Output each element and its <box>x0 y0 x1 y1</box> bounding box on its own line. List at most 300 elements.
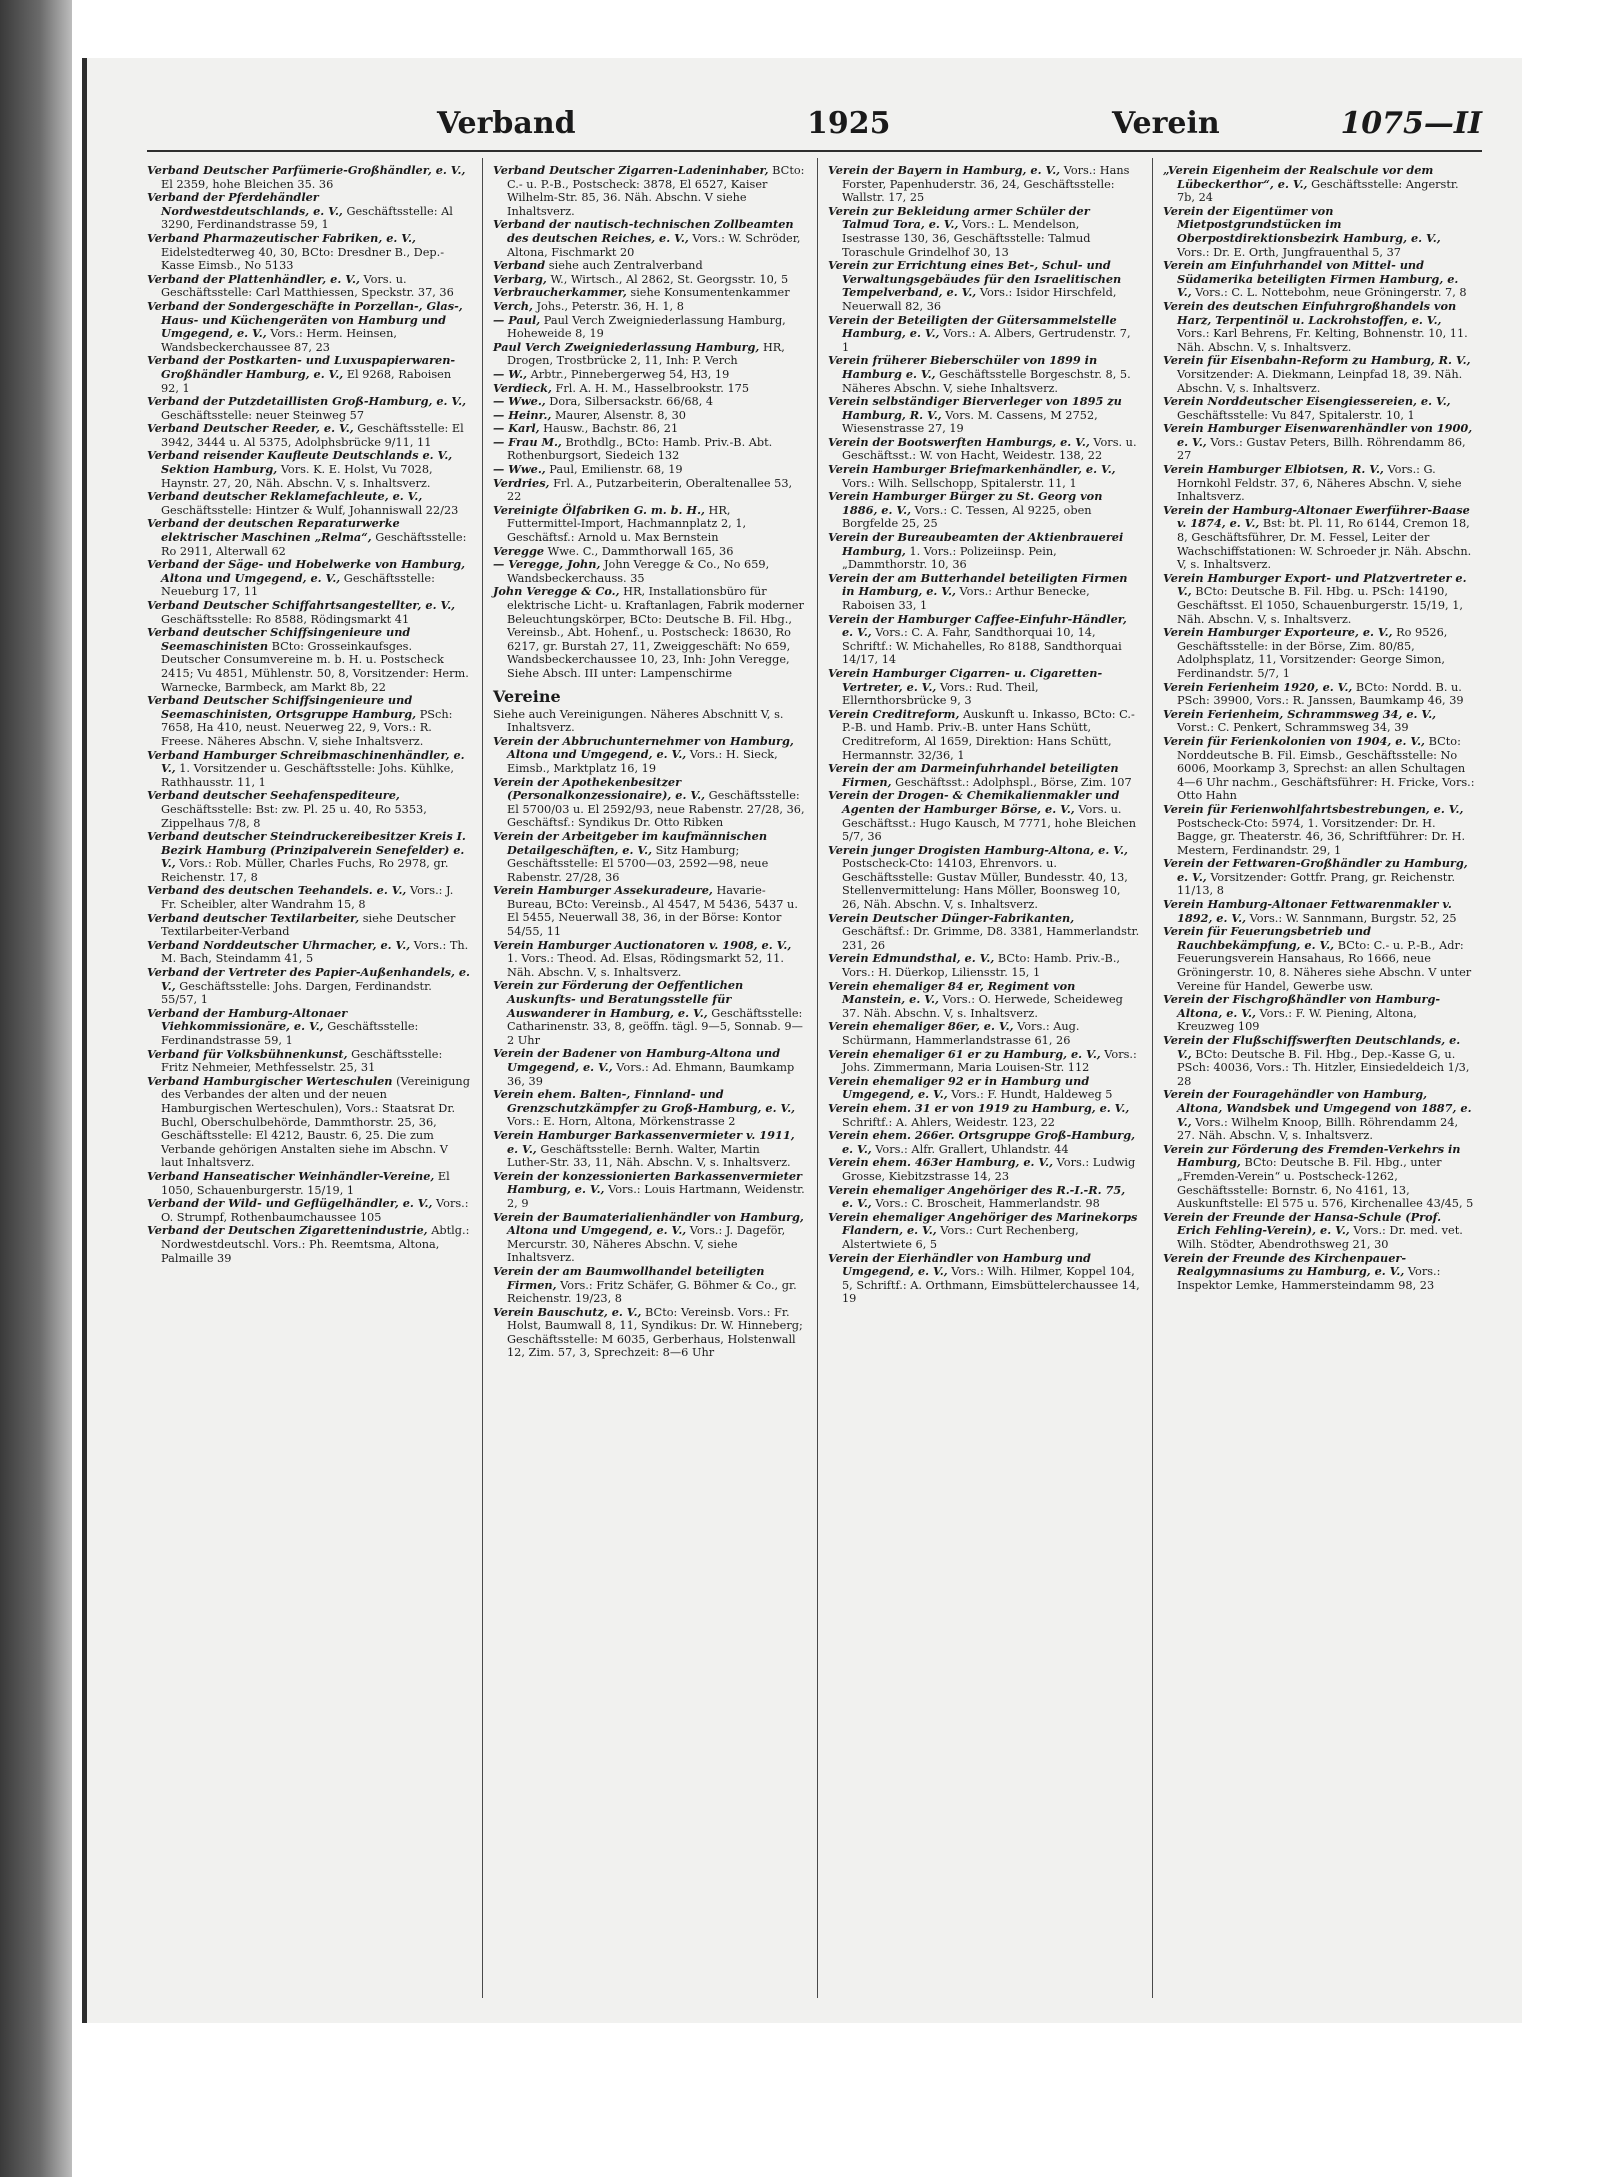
directory-entry <box>1163 422 1475 463</box>
entry-detail: Havarie-Bureau, BCto: Vereinsb., Al 4547, M 5436, 5437 u. El 5455, Neuerwall 38, 36, in der Börse: Kontor 54/55, 11 <box>507 884 798 939</box>
entry-detail: Vors.: F. W. Piening, Altona, Kreuzweg 109 <box>1177 1006 1417 1034</box>
entry-detail: Vors.: Louis Hartmann, Weidenstr. 2, 9 <box>507 1183 805 1210</box>
entry-detail: Vorsitzender: A. Diekmann, Leinpfad 18, 39. Näh. Abschn. V, s. Inhaltsverz. <box>1177 367 1463 395</box>
directory-entry <box>828 1129 1140 1156</box>
directory-entry <box>1163 463 1475 504</box>
entry-name: Verband der Hamburg-Altonaer Viehkommissionäre, e. V., <box>147 1005 348 1034</box>
entry-name: — Heinr., <box>493 407 552 422</box>
entry-detail: Vors.: Dr. med. vet. Wilh. Stödter, Abendrothsweg 21, 30 <box>1177 1224 1463 1251</box>
directory-entry <box>147 232 470 273</box>
entry-name: Verband deutscher Textilarbeiter, <box>147 910 360 925</box>
directory-entry <box>828 314 1140 355</box>
entry-detail: HR, Futtermittel-Import, Hachmannplatz 2, 1, Geschäftsf.: Arnold u. Max Bernstein <box>507 503 747 545</box>
entry-name: Verband Hamburger Schreibmaschinenhändler, e. V., <box>147 747 465 776</box>
entry-detail: Vors.: Wilh. Hilmer, Koppel 104, 5, Schriftf.: A. Orthmann, Eimsbüttelerchaussee 14, 19 <box>842 1265 1140 1306</box>
entry-name: Verein Hamburger Cigarren- u. Cigaretten-Vertreter, e. V., <box>828 665 1103 694</box>
directory-entry <box>828 613 1140 667</box>
entry-detail: siehe auch Zentralverband <box>548 259 703 273</box>
directory-entry <box>147 273 470 300</box>
entry-detail: El 9268, Raboisen 92, 1 <box>161 367 452 395</box>
entry-name: — Karl, <box>493 421 540 436</box>
directory-entry <box>493 273 805 287</box>
directory-entry <box>493 218 805 259</box>
directory-entry <box>147 422 470 449</box>
entry-name: — Wwe., <box>493 462 546 477</box>
entry-name: Verein der Fettwaren-Großhändler zu Hamburg, e. V., <box>1163 856 1468 884</box>
entry-name: Vereinigte Ölfabriken G. m. b. H., <box>493 502 705 517</box>
entry-detail: El 2359, hohe Bleichen 35. 36 <box>161 177 334 191</box>
directory-entry <box>828 980 1140 1021</box>
entry-detail: Vors.: Ad. Ehmann, Baumkamp 36, 39 <box>507 1061 795 1088</box>
directory-entry <box>493 708 805 735</box>
entry-detail: Eidelstedterweg 40, 30, BCto: Dresdner B., Dep.-Kasse Eimsb., No 5133 <box>161 245 445 273</box>
directory-entry <box>828 1020 1140 1047</box>
directory-entry <box>493 1170 805 1211</box>
entry-name: Verein Edmundsthal, e. V., <box>828 951 995 966</box>
entry-name: Verein ehemaliger Angehöriger des Marinekorps Flandern, e. V., <box>828 1209 1138 1238</box>
entry-name: Verein der Bootswerften Hamburgs, e. V., <box>828 434 1090 449</box>
entry-name: Verdries, <box>493 475 550 490</box>
entry-name: Verein Creditreform, <box>828 706 960 721</box>
entry-detail: Vors.: Isidor Hirschfeld, Neuerwall 82, 36 <box>842 286 1117 313</box>
entry-detail: Vors.: O. Herwede, Scheideweg 37. Näh. Abschn. V, s. Inhaltsverz. <box>842 993 1123 1020</box>
entry-name: Verein Hamburger Exporteure, e. V., <box>1163 625 1393 640</box>
entry-detail: Vors.: Fritz Schäfer, G. Böhmer & Co., gr. Reichenstr. 19/23, 8 <box>507 1278 797 1306</box>
directory-entry <box>1163 803 1475 857</box>
directory-entry <box>493 1211 805 1265</box>
entry-detail: Vors.: Rob. Müller, Charles Fuchs, Ro 2978, gr. Reichenstr. 17, 8 <box>161 857 449 884</box>
entry-name: Veregge <box>493 543 545 558</box>
directory-entry <box>1163 1034 1475 1088</box>
directory-entry <box>828 259 1140 313</box>
entry-detail: Postscheck-Cto: 5974, 1. Vorsitzender: Dr. H. Bagge, gr. Theaterstr. 46, 36, Schriftführer: Dr. H. Mestern, Ferdinandstr. 29, 1 <box>1177 816 1466 857</box>
directory-entry <box>828 762 1140 789</box>
entry-name: Verband <box>493 258 546 273</box>
directory-page <box>82 58 1522 2023</box>
entry-detail: W., Wirtsch., Al 2862, St. Georgsstr. 10, 5 <box>550 272 789 286</box>
entry-detail: Geschäftsstelle: Catharinenstr. 33, 8, geöffn. tägl. 9—5, Sonnab. 9—2 Uhr <box>507 1006 803 1047</box>
directory-entry <box>1163 1211 1475 1252</box>
entry-detail: Wwe. C., Dammthorwall 165, 36 <box>547 544 734 558</box>
entry-detail: Vors.: Herm. Heinsen, Wandsbeckerchaussee 87, 23 <box>161 327 397 354</box>
entry-detail: Geschäftsstelle: Angerstr. 7b, 24 <box>1177 177 1459 205</box>
directory-entry <box>493 422 805 436</box>
entry-name: — Veregge, John, <box>493 557 601 572</box>
entry-detail: Vors.: Wilh. Sellschopp, Spitalerstr. 11, 1 <box>842 476 1077 490</box>
directory-column-4 <box>1152 158 1487 1998</box>
entry-name: Verein Hamburg-Altonaer Fettwarenmakler v. 1892, e. V., <box>1163 897 1452 925</box>
entry-detail: Geschäftsstelle: Bernh. Walter, Martin Luther-Str. 33, 11, Näh. Abschn. V, s. Inhaltsverz. <box>507 1142 791 1170</box>
directory-entry <box>828 490 1140 531</box>
entry-detail: El 1050, Schauenburgerstr. 15/19, 1 <box>161 1169 450 1197</box>
directory-entry <box>147 939 470 966</box>
entry-name: Verband der Deutschen Zigarettenindustrie, <box>147 1223 428 1238</box>
entry-name: Verein der am Butterhandel beteiligten Firmen in Hamburg, e. V., <box>828 570 1128 599</box>
entry-name: Verein Hamburger Auctionatoren v. 1908, e. V., <box>493 937 792 952</box>
directory-entry <box>1163 1088 1475 1142</box>
directory-entry <box>493 558 805 585</box>
entry-name: Verein der Hamburg-Altonaer Ewerführer-Baase v. 1874, e. V., <box>1163 502 1470 531</box>
entry-name: Verein ehemaliger Angehöriger des R.-I.-R. 75, e. V., <box>828 1182 1126 1211</box>
directory-entry <box>828 436 1140 463</box>
directory-entry <box>147 517 470 558</box>
entry-name: Verein ehemaliger 61 er zu Hamburg, e. V., <box>828 1046 1101 1061</box>
directory-entry <box>1163 259 1475 300</box>
entry-detail: Vorsitzender: Gottfr. Prang, gr. Reichenstr. 11/13, 8 <box>1177 870 1456 898</box>
entry-name: Verein früherer Bieberschüler von 1899 in Hamburg e. V., <box>828 353 1098 381</box>
directory-entry <box>1163 164 1475 205</box>
directory-entry <box>493 382 805 396</box>
directory-entry <box>493 463 805 477</box>
entry-name: Verein zur Bekleidung armer Schüler der Talmud Tora, e. V., <box>828 203 1090 232</box>
directory-entry <box>493 1265 805 1306</box>
entry-detail: Geschäftsstelle: Ro 2911, Alterwall 62 <box>161 531 467 558</box>
directory-entry <box>828 952 1140 979</box>
entry-name: Verein der Eierhändler von Hamburg und Umgegend, e. V., <box>828 1250 1091 1279</box>
entry-detail: Dora, Silbersackstr. 66/68, 4 <box>549 395 714 409</box>
entry-name: Verband der Putzdetaillisten Groß-Hamburg, e. V., <box>147 394 467 409</box>
entry-detail: Vors.: J. Dageför, Mercurstr. 30, Näheres Abschn. V, siehe Inhaltsverz. <box>507 1224 786 1265</box>
directory-entry <box>1163 708 1475 735</box>
header-rule <box>147 150 1482 152</box>
directory-entry <box>493 776 805 830</box>
directory-entry <box>1163 395 1475 422</box>
directory-entry <box>147 830 470 884</box>
entry-detail: Geschäftsstelle: Ro 8588, Rödingsmarkt 41 <box>161 612 410 626</box>
directory-column-2 <box>482 158 817 1998</box>
directory-entry <box>493 1088 805 1129</box>
entry-detail: Arbtr., Pinnebergerweg 54, H3, 19 <box>530 367 730 381</box>
entry-name: Verein zur Förderung der Oeffentlichen Auskunfts- und Beratungsstelle für Auswanderer in Hamburg, e. V., <box>493 978 744 1020</box>
entry-name: Verband Norddeutscher Uhrmacher, e. V., <box>147 937 411 952</box>
directory-entry <box>147 449 470 490</box>
directory-entry <box>828 395 1140 436</box>
entry-name: Verein Hamburger Eisenwarenhändler von 1900, e. V., <box>1163 421 1473 449</box>
directory-entry <box>1163 205 1475 259</box>
entry-detail: Geschäftsf.: Dr. Grimme, D8. 3381, Hammerlandstr. 231, 26 <box>842 925 1140 952</box>
entry-detail: BCto: Hamb. Priv.-B., Vors.: H. Düerkop, Liliensstr. 15, 1 <box>842 952 1121 980</box>
directory-entry <box>1163 681 1475 708</box>
entry-detail: Vors.: W. Schröder, Altona, Fischmarkt 20 <box>507 231 801 259</box>
entry-name: Verband der Plattenhändler, e. V., <box>147 271 360 286</box>
directory-entry <box>828 1211 1140 1252</box>
entry-name: Verbraucherkammer, <box>493 285 627 300</box>
entry-name: Verband der Vertreter des Papier-Außenhandels, e. V., <box>147 965 470 993</box>
entry-name: Verband der Wild- und Geflügelhändler, e. V., <box>147 1196 433 1211</box>
entry-detail: Vors.: Karl Behrens, Fr. Kelting, Bohnenstr. 10, 11. Näh. Abschn. V, s. Inhaltsverz. <box>1177 327 1468 354</box>
directory-entry <box>147 1048 470 1075</box>
section-heading: Vereine <box>493 686 561 706</box>
entry-name: Verein Deutscher Dünger-Fabrikanten, <box>828 910 1075 925</box>
entry-name: Verband deutscher Reklamefachleute, e. V., <box>147 489 423 504</box>
entry-detail: Maurer, Alsenstr. 8, 30 <box>554 408 686 422</box>
directory-entry <box>1163 354 1475 395</box>
entry-name: Verein selbständiger Bierverleger von 1895 zu Hamburg, R. V., <box>828 394 1122 422</box>
entry-detail: BCto: Deutsche B. Fil. Hbg., unter „Fremden-Verein“ u. Postscheck-1262, Geschäftsstelle: Bornstr. 6, No 4161, 13, Auskunftstelle: El 575 u. 576, Kirchenallee 43/45, 5 <box>1177 1156 1474 1211</box>
entry-name: Verein der Bureaubeamten der Aktienbrauerei Hamburg, <box>828 530 1124 558</box>
directory-entry <box>828 354 1140 395</box>
directory-entry <box>147 1197 470 1224</box>
directory-entry <box>493 300 805 314</box>
directory-entry <box>1163 300 1475 354</box>
entry-detail: Vors.: Rud. Theil, Ellernthorsbrücke 9, 3 <box>842 680 1039 708</box>
entry-detail: Vors.: Th. M. Bach, Steindamm 41, 5 <box>161 938 469 966</box>
directory-entry <box>493 395 805 409</box>
entry-detail: siehe Konsumentenkammer <box>630 286 790 300</box>
directory-entry <box>493 504 805 545</box>
directory-entry <box>147 789 470 830</box>
entry-name: Verein der konzessionierten Barkassenvermieter Hamburg, e. V., <box>493 1168 802 1197</box>
entry-detail: Vors. K. E. Holst, Vu 7028, Haynstr. 27, 20, Näh. Abschn. V, s. Inhaltsverz. <box>161 463 433 490</box>
entry-name: Verein der Baumaterialienhändler von Hamburg, Altona und Umgegend, e. V., <box>493 1209 804 1238</box>
entry-detail: Vors.: Dr. E. Orth, Jungfrauenthal 5, 37 <box>1177 245 1401 259</box>
entry-name: Verein der Freunde der Hansa-Schule (Prof. Erich Fehling-Verein), e. V., <box>1163 1209 1442 1238</box>
directory-entry <box>493 259 805 273</box>
entry-detail: BCto: Deutsche B. Fil. Hbg., Dep.-Kasse G, u. PSch: 40036, Vors.: Th. Hitzler, Einsiedeldeich 1/3, 28 <box>1177 1047 1470 1088</box>
directory-entry <box>147 300 470 354</box>
directory-entry <box>828 1156 1140 1183</box>
directory-entry <box>828 164 1140 205</box>
entry-name: Verein der am Baumwollhandel beteiligten Firmen, <box>493 1263 765 1292</box>
directory-entry <box>493 1306 805 1360</box>
entry-detail: John Veregge & Co., No 659, Wandsbeckerchauss. 35 <box>507 558 770 585</box>
directory-entry <box>1163 925 1475 993</box>
book-binding-edge <box>0 0 72 2177</box>
entry-detail: Vors.: C. Broscheit, Hammerlandstr. 98 <box>875 1197 1100 1211</box>
entry-name: Verein Norddeutscher Eisengiessereien, e. V., <box>1163 394 1451 409</box>
page-number: 1075—II <box>1340 106 1482 141</box>
directory-columns <box>147 158 1487 1998</box>
directory-entry <box>493 830 805 884</box>
directory-entry <box>828 1048 1140 1075</box>
entry-name: Verein der Badener von Hamburg-Altona und Umgegend, e. V., <box>493 1046 781 1074</box>
directory-entry <box>828 1184 1140 1211</box>
entry-detail: Vors.: Curt Rechenberg, Alstertwiete 6, 5 <box>842 1224 1079 1251</box>
entry-detail: BCto: C.- u. P.-B., Postscheck: 3878, El 6527, Kaiser Wilhelm-Str. 85, 36. Näh. Abschn. V siehe Inhaltsverz. <box>507 164 805 218</box>
running-head-left: Verband <box>437 106 576 141</box>
entry-name: Verein Hamburger Briefmarkenhändler, e. V., <box>828 462 1116 477</box>
entry-name: Verein für Ferienkolonien von 1904, e. V., <box>1163 733 1425 748</box>
entry-name: Verband der Säge- und Hobelwerke von Hamburg, Altona und Umgegend, e. V., <box>147 557 466 585</box>
entry-name: Verband Hanseatischer Weinhändler-Vereine, <box>147 1168 435 1183</box>
directory-entry <box>147 1007 470 1048</box>
directory-entry <box>493 939 805 980</box>
entry-name: Verein Hamburger Export- und Platzvertreter e. V., <box>1163 570 1467 599</box>
entry-detail: Hausw., Bachstr. 86, 21 <box>543 422 679 436</box>
entry-name: „Verein Eigenheim der Realschule vor dem Lübeckerthor“, e. V., <box>1163 163 1434 191</box>
directory-column-1 <box>147 158 482 1998</box>
entry-name: Verband Deutscher Schiffahrtsangestellter, e. V., <box>147 598 456 612</box>
entry-detail: Vors.: Johs. Zimmermann, Maria Louisen-Str. 112 <box>842 1047 1137 1075</box>
entry-detail: Vors.: Wilhelm Knoop, Billh. Röhrendamm 24, 27. Näh. Abschn. V, s. Inhaltsverz. <box>1177 1115 1459 1143</box>
entry-detail: Vors.: G. Hornkohl Feldstr. 37, 6, Näheres Abschn. V, siehe Inhaltsverz. <box>1177 463 1462 504</box>
entry-name: Verband der nautisch-technischen Zollbeamten des deutschen Reiches, e. V., <box>493 217 794 245</box>
directory-entry <box>493 545 805 559</box>
directory-entry <box>147 395 470 422</box>
entry-name: Verein der am Darmeinfuhrhandel beteiligten Firmen, <box>828 761 1119 789</box>
entry-name: Verein der Arbeitgeber im kaufmännischen Detailgeschäften, e. V., <box>493 828 768 857</box>
entry-name: Verein ehem. Balten-, Finnland- und Grenzschutzkämpfer zu Groß-Hamburg, e. V., <box>493 1087 796 1115</box>
entry-name: Verein des deutschen Einfuhrgroßhandels von Harz, Terpentinöl u. Lackrohstoffen, e. V., <box>1163 298 1457 327</box>
entry-detail: Johs., Peterstr. 36, H. 1, 8 <box>536 299 684 313</box>
entry-name: Verband der Pferdehändler Nordwestdeutschlands, e. V., <box>147 190 343 218</box>
entry-name: Verein ehemaliger 84 er, Regiment von Manstein, e. V., <box>828 978 1076 1007</box>
entry-detail: Geschäftsst.: Adolphspl., Börse, Zim. 107 <box>895 775 1132 789</box>
directory-entry <box>493 409 805 423</box>
entry-name: Verband deutscher Steindruckereibesitzer Kreis I. Bezirk Hamburg (Prinzipalverein Senefelder) e. V., <box>147 829 466 871</box>
entry-detail: Vors.: O. Strumpf, Rothenbaumchaussee 105 <box>161 1197 469 1224</box>
entry-detail: Geschäftsstelle: Vu 847, Spitalerstr. 10, 1 <box>1177 408 1415 422</box>
directory-entry <box>493 477 805 504</box>
entry-detail: HR, Installationsbüro für elektrische Licht- u. Kraftanlagen, Fabrik moderner Beleuchtungskörper, BCto: Deutsche B. Fil. Hbg., Vereinsb., Abt. Hohenf., u. Postscheck: 18630, Ro 6217, gr. Burstah 27, 11, Zweiggeschäft: No 659, Wandsbeckerchaussee 10, 23, Inh: John Veregge, Siehe Absch. III unter: Lampenschirme <box>507 585 804 680</box>
entry-detail: 1. Vors.: Theod. Ad. Elsas, Rödingsmarkt 52, 11. Näh. Abschn. V, s. Inhaltsverz. <box>507 952 784 979</box>
directory-entry <box>493 585 805 680</box>
entry-detail: BCto: Grosseinkaufsges. Deutscher Consumvereine m. b. H. u. Postscheck 2415; Vu 4851, Mühlenstr. 50, 8, Vorsitzender: Herm. Warnecke, Barmbeck, am Markt 8b, 22 <box>161 639 469 694</box>
entry-detail: Ro 9526, Geschäftsstelle: in der Börse, Zim. 80/85, Adolphsplatz, 11, Vorsitzender: George Simon, Ferdinandstr. 5/7, 1 <box>1177 626 1448 680</box>
directory-entry <box>828 205 1140 259</box>
directory-entry <box>493 286 805 300</box>
entry-name: Verein ehem. 31 er von 1919 zu Hamburg, e. V., <box>828 1100 1130 1115</box>
directory-entry <box>147 599 470 626</box>
entry-name: Verdieck, <box>493 380 552 395</box>
entry-detail: Frl. A., Putzarbeiterin, Oberaltenallee 53, 22 <box>507 476 793 504</box>
directory-entry <box>493 436 805 463</box>
entry-name: Verein Hamburger Bürger zu St. Georg von 1886, e. V., <box>828 489 1103 517</box>
directory-entry <box>1163 626 1475 680</box>
directory-entry <box>828 1102 1140 1129</box>
directory-entry <box>493 735 805 776</box>
directory-entry <box>493 979 805 1047</box>
entry-name: Verein zur Förderung des Fremden-Verkehrs in Hamburg, <box>1163 1141 1461 1170</box>
directory-entry <box>828 463 1140 490</box>
entry-detail: Vors.: E. Horn, Altona, Mörkenstrasse 2 <box>507 1115 736 1129</box>
entry-detail: Geschäftsstelle: neuer Steinweg 57 <box>161 408 365 422</box>
directory-entry <box>147 694 470 748</box>
entry-name: Verband der Sondergeschäfte in Porzellan-, Glas-, Haus- und Küchengeräten von Hamburg und Umgegend, e. V., <box>147 298 463 341</box>
entry-detail: Vors.: L. Mendelson, Isestrasse 130, 36, Geschäftsstelle: Talmud Toraschule Grindelhof 30, 13 <box>842 218 1091 259</box>
directory-entry <box>828 708 1140 762</box>
entry-name: John Veregge & Co., <box>493 584 620 599</box>
directory-entry <box>828 1252 1140 1306</box>
entry-name: Verein ehem. 463er Hamburg, e. V., <box>828 1155 1054 1170</box>
entry-name: Verein Hamburger Assekuradeure, <box>493 883 713 898</box>
entry-detail: Geschäftsstelle: Ferdinandstrasse 59, 1 <box>161 1020 419 1047</box>
entry-name: Verein junger Drogisten Hamburg-Altona, e. V., <box>828 842 1128 857</box>
directory-entry <box>828 1075 1140 1102</box>
entry-detail: siehe Deutscher Textilarbeiter-Verband <box>161 911 456 939</box>
entry-name: Verein der Abbruchunternehmer von Hamburg, Altona und Umgegend, e. V., <box>493 733 794 762</box>
running-head-right: Verein <box>1112 106 1220 141</box>
entry-detail: Vors.: F. Hundt, Haldeweg 5 <box>951 1088 1113 1102</box>
entry-name: Verband deutscher Schiffsingenieure und Seemaschinisten <box>147 625 411 653</box>
entry-detail: Geschäftsstelle: Johs. Dargen, Ferdinandstr. 55/57, 1 <box>161 979 432 1007</box>
entry-name: Verband Hamburgischer Werteschulen <box>147 1073 393 1088</box>
entry-detail: Vors.: C. L. Nottebohm, neue Gröningerstr. 7, 8 <box>1195 286 1467 300</box>
directory-entry <box>1163 504 1475 572</box>
entry-name: Verband Deutscher Schiffsingenieure und Seemaschinisten, Ortsgruppe Hamburg, <box>147 693 417 721</box>
entry-detail: Geschäftsstelle: Bst: zw. Pl. 25 u. 40, Ro 5353, Zippelhaus 7/8, 8 <box>161 802 427 830</box>
entry-detail: Bst: bt. Pl. 11, Ro 6144, Cremon 18, 8, Geschäftsführer, Dr. M. Fessel, Leiter der Wachschiffstationen: W. Schroeder jr. Näh. Abschn. V, s. Inhaltsverz. <box>1177 517 1472 572</box>
entry-name: Verein Hamburger Barkassenvermieter v. 1911, e. V., <box>493 1127 795 1156</box>
entry-name: Verband deutscher Seehafenspediteure, <box>147 788 400 803</box>
directory-entry <box>493 314 805 341</box>
entry-detail: Auskunft u. Inkasso, BCto: C.-P.-B. und Hamb. Priv.-B. unter Hans Schütt, Creditreform, Al 1659, Direktion: Hans Schütt, Hermannstr. 32/36, 1 <box>842 707 1135 762</box>
entry-detail: Vors.: W. Sannmann, Burgstr. 52, 25 <box>1249 911 1457 925</box>
entry-detail: Geschäftsstelle: Neueburg 17, 11 <box>161 571 435 599</box>
entry-name: Verband Pharmazeutischer Fabriken, e. V., <box>147 230 416 245</box>
entry-detail: Vors. u. Geschäftsstelle: Carl Matthiessen, Speckstr. 37, 36 <box>161 272 454 300</box>
entry-detail: Vors.: Ludwig Grosse, Kiebitzstrasse 14, 23 <box>842 1156 1136 1183</box>
entry-detail: HR, Drogen, Trostbrücke 2, 11, Inh: P. Verch <box>507 340 785 368</box>
directory-entry <box>1163 898 1475 925</box>
directory-entry <box>493 1129 805 1170</box>
directory-entry <box>828 572 1140 613</box>
entry-detail: Paul, Emilienstr. 68, 19 <box>549 463 683 477</box>
entry-detail: BCto: Nordd. B. u. PSch: 39900, Vors.: R. Janssen, Baumkamp 46, 39 <box>1177 680 1464 708</box>
entry-name: Verein der Fischgroßhändler von Hamburg-Altona, e. V., <box>1163 992 1441 1020</box>
entry-detail: Geschäftsstelle: Al 3290, Ferdinandstrasse 59, 1 <box>161 204 453 232</box>
entry-detail: Vors.: A. Albers, Gertrudenstr. 7, 1 <box>842 327 1131 354</box>
directory-column-3 <box>817 158 1152 1998</box>
entry-name: Verband der Postkarten- und Luxuspapierwaren-Großhändler Hamburg, e. V., <box>147 353 456 381</box>
entry-detail: Vors.: J. Fr. Scheibler, alter Wandrahm 15, 8 <box>161 884 454 912</box>
directory-entry <box>1163 572 1475 626</box>
directory-entry <box>1163 993 1475 1034</box>
directory-entry <box>147 966 470 1007</box>
directory-entry <box>493 1047 805 1088</box>
entry-name: Paul Verch Zweigniederlassung Hamburg, <box>493 339 760 354</box>
entry-name: — W., <box>493 366 528 381</box>
directory-entry <box>147 749 470 790</box>
directory-entry <box>493 164 805 218</box>
entry-name: Verein der Hamburger Caffee-Einfuhr-Händler, e. V., <box>828 611 1127 640</box>
entry-name: Verein Ferienheim 1920, e. V., <box>1163 679 1353 694</box>
entry-detail: Vors. u. Geschäftsst.: Hugo Kausch, M 7771, hohe Bleichen 5/7, 36 <box>842 802 1136 844</box>
entry-detail: BCto: Vereinsb. Vors.: Fr. Holst, Baumwall 8, 11, Syndikus: Dr. W. Hinneberg; Geschäftsstelle: M 6035, Gerberhaus, Holstenwall 12, Zim. 57, 3, Sprechzeit: 8—6 Uhr <box>507 1305 803 1360</box>
entry-name: Verein Ferienheim, Schrammsweg 34, e. V., <box>1163 706 1437 721</box>
entry-detail: Abtlg.: Nordwestdeutschl. Vors.: Ph. Reemtsma, Altona, Palmaille 39 <box>161 1224 470 1265</box>
entry-name: Verch, <box>493 298 533 313</box>
directory-entry <box>147 912 470 939</box>
entry-detail: (Vereinigung des Verbandes der alten und der neuen Hamburgischen Werteschulen), Vors.: Staatsrat Dr. Buchl, Oberschulbehörde, Dammthorstr. 25, 36, Geschäftsstelle: El 4212, Baustr. 6, 25. Die zum Verbande gehörigen Anstalten siehe im Abschn. V laut Inhaltsverz. <box>161 1074 470 1170</box>
running-head-year: 1925 <box>807 106 891 141</box>
entry-name: Verein der Eigentümer von Mietpostgrundstücken im Oberpostdirektionsbezirk Hamburg, e. V., <box>1163 203 1441 245</box>
entry-name: — Wwe., <box>493 394 546 409</box>
entry-name: Verein für Feuerungsbetrieb und Rauchbekämpfung, e. V., <box>1163 924 1371 952</box>
entry-detail: Vors.: C. A. Fahr, Sandthorquai 10, 14, Schriftf.: W. Michahelles, Ro 8188, Sandthorquai 14/17, 14 <box>842 626 1122 667</box>
entry-detail: Vors.: Inspektor Lemke, Hammersteindamm 98, 23 <box>1177 1265 1441 1292</box>
entry-name: Verband für Volksbühnenkunst, <box>147 1046 348 1061</box>
entry-name: Verband reisender Kaufleute Deutschlands e. V., Sektion Hamburg, <box>147 448 453 477</box>
directory-entry <box>493 368 805 382</box>
directory-entry <box>147 884 470 911</box>
entry-detail: Paul Verch Zweigniederlassung Hamburg, Hoheweide 8, 19 <box>507 313 786 341</box>
entry-detail: PSch: 7658, Ha 410, neust. Neuerweg 22, 9, Vors.: R. Freese. Näheres Abschn. V, siehe Inhaltsverz. <box>161 707 453 748</box>
entry-detail: Geschäftsstelle: Fritz Nehmeier, Methfesselstr. 25, 31 <box>161 1047 443 1075</box>
entry-detail: 1. Vors.: Polizeiinsp. Pein, „Dammthorstr. 10, 36 <box>842 544 1057 572</box>
entry-name: Verband Deutscher Zigarren-Ladeninhaber, <box>493 163 769 177</box>
entry-name: Verein am Einfuhrhandel von Mittel- und Südamerika beteiligten Firmen Hamburg, e. V., <box>1163 258 1459 300</box>
directory-entry <box>828 912 1140 953</box>
entry-detail: Geschäftsstelle: El 3942, 3444 u. Al 5375, Adolphsbrücke 9/11, 11 <box>161 422 464 449</box>
entry-name: Verein der Bayern in Hamburg, e. V., <box>828 163 1061 177</box>
entry-name: Verbarg, <box>493 271 547 286</box>
directory-entry <box>493 341 805 368</box>
entry-name: Verein ehem. 266er. Ortsgruppe Groß-Hamburg, e. V., <box>828 1128 1136 1156</box>
entry-name: Verein der Drogen- & Chemikalienmakler und Agenten der Hamburger Börse, e. V., <box>828 788 1120 816</box>
entry-name: Verband des deutschen Teehandels. e. V., <box>147 883 407 898</box>
entry-name: — Paul, <box>493 312 541 327</box>
